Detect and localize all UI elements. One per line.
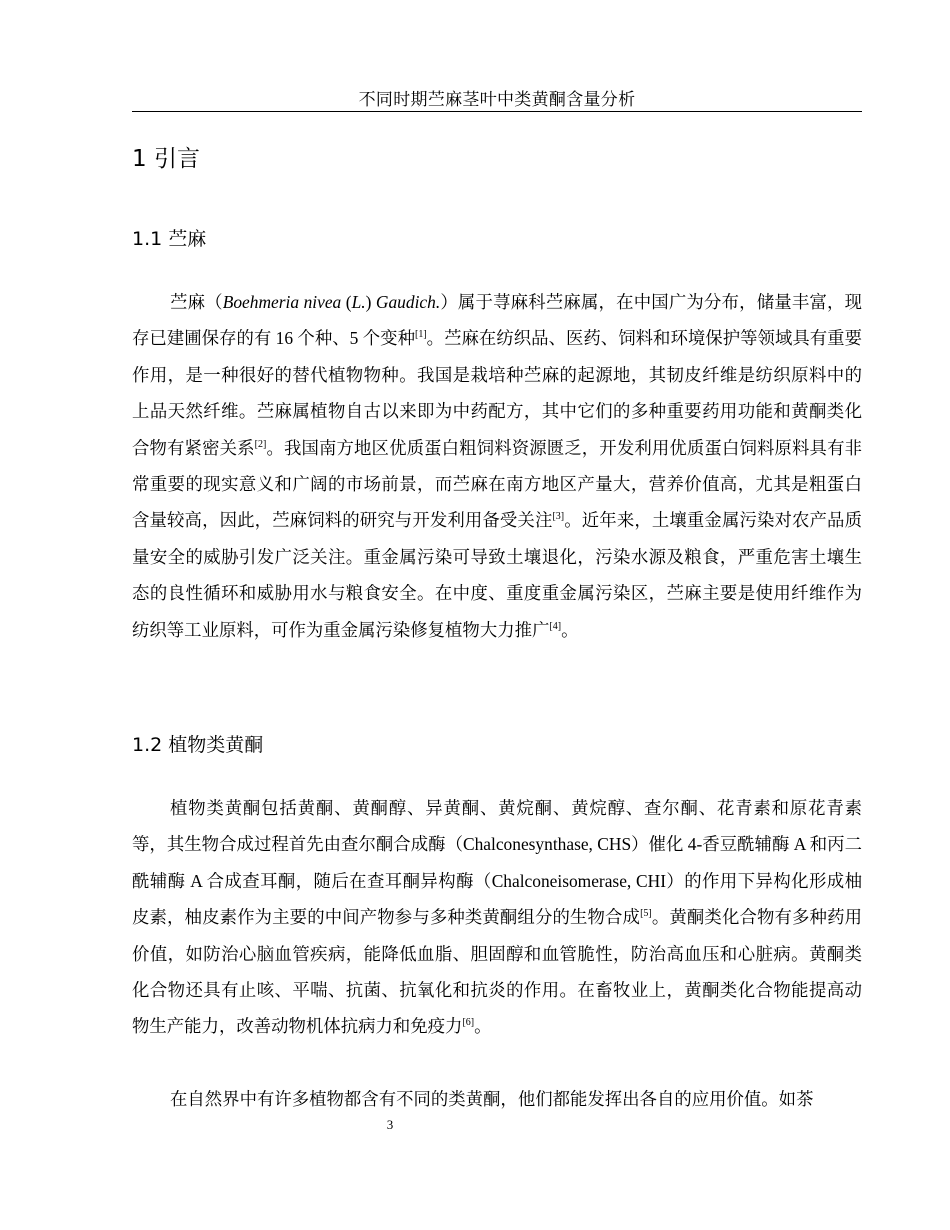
text-run: 植物类黄酮包括黄酮、黄酮醇、异黄酮、黄烷酮、黄烷醇、查尔酮、花青素和原花青素等，其生物合成过程首先由查尔酮合成酶（Chalconesynthase, CHS）催化 4-香豆酰辅酶 A 和丙二酰辅酶 A 合成查耳酮，随后在查耳酮异构酶（Chalconeisomerase, CHI）的作用下异构化形成柚皮素，柚皮素作为主要的中间产物参与多种类黄酮组分的生物合成 xyxy=(132,798,862,928)
text-run: 。我国南方地区优质蛋白粗饲料资源匮乏，开发利用优质蛋白饲料原料具有非常重要的现实意义和广阔的市场前景，而苎麻在南方地区产量大，营养价值高，尤其是粗蛋白含量较高，因此，苎麻饲料的研究与开发利用备受关注 xyxy=(132,437,862,531)
species-authority-l: L. xyxy=(351,292,366,312)
text-run: 。 xyxy=(474,1016,492,1037)
chapter-heading: 1 引言 xyxy=(132,146,200,172)
citation-5: [5] xyxy=(640,908,652,920)
section-heading-1-2: 1.2 植物类黄酮 xyxy=(132,734,264,756)
running-head: 不同时期苎麻茎叶中类黄酮含量分析 xyxy=(358,90,636,109)
page-number: 3 xyxy=(386,1117,394,1132)
text-run: 。近年来，土壤重金属污染对农产品质量安全的威胁引发广泛关注。重金属污染可导致土壤退化，污染水源及粮食，严重危害土壤生态的良性循环和威胁用水与粮食安全。在中度、重度重金属污染区，苎麻主要是使用纤维作为纺织等工业原料，可作为重金属污染修复植物大力推广 xyxy=(132,510,862,640)
species-authority: Gaudich. xyxy=(375,292,441,312)
paragraph-ramie xyxy=(132,284,862,648)
citation-2: [2] xyxy=(254,438,267,450)
header-rule xyxy=(132,111,862,112)
text-run: 。苎麻在纺织品、医药、饲料和环境保护等领域具有重要作用，是一种很好的替代植物物种。我国是栽培种苎麻的起源地，其韧皮纤维是纺织原料中的上品天然纤维。苎麻属植物自古以来即为中药配方，其中它们的多种重要药用功能和黄酮类化合物有紧密关系 xyxy=(132,328,862,458)
text-run: 。 xyxy=(561,619,579,640)
citation-6: [6] xyxy=(462,1017,475,1029)
citation-4: [4] xyxy=(549,620,562,632)
paragraph-flavonoids xyxy=(132,790,862,1045)
text-run: ( xyxy=(341,292,352,312)
text-run: ）属于荨麻科苎麻属，在中国广为分布，储量丰富，现存已建圃保存的有 16 个种、5 个变种 xyxy=(132,292,862,349)
paragraph-continuation: 在自然界中有许多植物都含有不同的类黄酮，他们都能发挥出各自的应用价值。如茶 xyxy=(170,1089,814,1109)
text-run: 苎麻（ xyxy=(170,292,223,312)
citation-1: [1] xyxy=(414,329,427,341)
citation-3: [3] xyxy=(552,511,565,523)
text-run: ) xyxy=(365,292,376,312)
species-name: Boehmeria nivea xyxy=(222,292,342,312)
text-run: 。黄酮类化合物有多种药用价值，如防治心脑血管疾病，能降低血脂、胆固醇和血管脆性，防治高血压和心脏病。黄酮类化合物还具有止咳、平喘、抗菌、抗氧化和抗炎的作用。在畜牧业上，黄酮类化合物能提高动物生产能力，改善动物机体抗病力和免疫力 xyxy=(132,907,862,1037)
section-heading-1-1: 1.1 苎麻 xyxy=(132,228,207,250)
